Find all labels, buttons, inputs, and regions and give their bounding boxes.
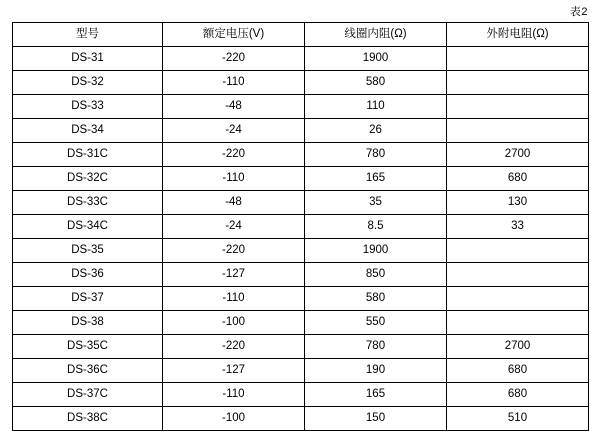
cell-external-resistance: 130 [447,191,589,215]
cell-external-resistance [447,263,589,287]
cell-coil-resistance: 35 [305,191,447,215]
cell-external-resistance: 680 [447,383,589,407]
cell-model: DS-36 [13,263,163,287]
cell-model: DS-32 [13,71,163,95]
cell-coil-resistance: 1900 [305,47,447,71]
cell-coil-resistance: 1900 [305,239,447,263]
column-header-model: 型号 [13,23,163,47]
cell-coil-resistance: 580 [305,71,447,95]
cell-external-resistance: 510 [447,407,589,431]
table-header-row [13,23,589,47]
cell-rated-voltage: -127 [163,359,305,383]
spec-table-container [12,22,588,431]
cell-external-resistance [447,71,589,95]
cell-rated-voltage: -220 [163,239,305,263]
column-header-rated-voltage: 额定电压(V) [163,23,305,47]
cell-model: DS-38C [13,407,163,431]
cell-rated-voltage: -48 [163,191,305,215]
table-row [13,191,589,215]
table-row [13,335,589,359]
cell-coil-resistance: 780 [305,143,447,167]
cell-model: DS-34 [13,119,163,143]
cell-coil-resistance: 8.5 [305,215,447,239]
cell-model: DS-33 [13,95,163,119]
cell-model: DS-36C [13,359,163,383]
cell-coil-resistance: 550 [305,311,447,335]
cell-rated-voltage: -100 [163,407,305,431]
cell-external-resistance [447,311,589,335]
cell-external-resistance: 33 [447,215,589,239]
cell-rated-voltage: -100 [163,311,305,335]
cell-external-resistance [447,95,589,119]
cell-model: DS-31 [13,47,163,71]
cell-coil-resistance: 165 [305,167,447,191]
column-header-external-resistance: 外附电阻(Ω) [447,23,589,47]
cell-external-resistance [447,47,589,71]
cell-model: DS-31C [13,143,163,167]
table-row [13,359,589,383]
cell-coil-resistance: 850 [305,263,447,287]
cell-rated-voltage: -127 [163,263,305,287]
table-caption: 表2 [569,6,588,18]
table-row [13,95,589,119]
cell-rated-voltage: -24 [163,215,305,239]
cell-model: DS-38 [13,311,163,335]
cell-coil-resistance: 190 [305,359,447,383]
table-row [13,383,589,407]
cell-rated-voltage: -110 [163,167,305,191]
column-header-coil-resistance: 线圈内阻(Ω) [305,23,447,47]
table-row [13,47,589,71]
cell-external-resistance [447,239,589,263]
cell-model: DS-37 [13,287,163,311]
cell-coil-resistance: 165 [305,383,447,407]
cell-external-resistance [447,287,589,311]
table-row [13,263,589,287]
cell-model: DS-37C [13,383,163,407]
cell-coil-resistance: 110 [305,95,447,119]
cell-rated-voltage: -220 [163,47,305,71]
table-row [13,311,589,335]
relay-spec-table [12,22,589,431]
table-row [13,287,589,311]
table-row [13,143,589,167]
cell-coil-resistance: 580 [305,287,447,311]
table-row [13,119,589,143]
cell-model: DS-33C [13,191,163,215]
cell-model: DS-35C [13,335,163,359]
cell-model: DS-35 [13,239,163,263]
table-body [13,47,589,431]
cell-coil-resistance: 780 [305,335,447,359]
cell-rated-voltage: -220 [163,143,305,167]
cell-external-resistance: 2700 [447,143,589,167]
table-header [13,23,589,47]
cell-external-resistance: 680 [447,359,589,383]
cell-coil-resistance: 26 [305,119,447,143]
table-row [13,167,589,191]
cell-external-resistance: 2700 [447,335,589,359]
cell-rated-voltage: -48 [163,95,305,119]
table-row [13,215,589,239]
cell-external-resistance [447,119,589,143]
cell-rated-voltage: -220 [163,335,305,359]
cell-model: DS-32C [13,167,163,191]
cell-model: DS-34C [13,215,163,239]
table-row [13,71,589,95]
table-row [13,407,589,431]
cell-coil-resistance: 150 [305,407,447,431]
cell-rated-voltage: -110 [163,383,305,407]
cell-rated-voltage: -110 [163,287,305,311]
cell-external-resistance: 680 [447,167,589,191]
cell-rated-voltage: -24 [163,119,305,143]
cell-rated-voltage: -110 [163,71,305,95]
table-row [13,239,589,263]
